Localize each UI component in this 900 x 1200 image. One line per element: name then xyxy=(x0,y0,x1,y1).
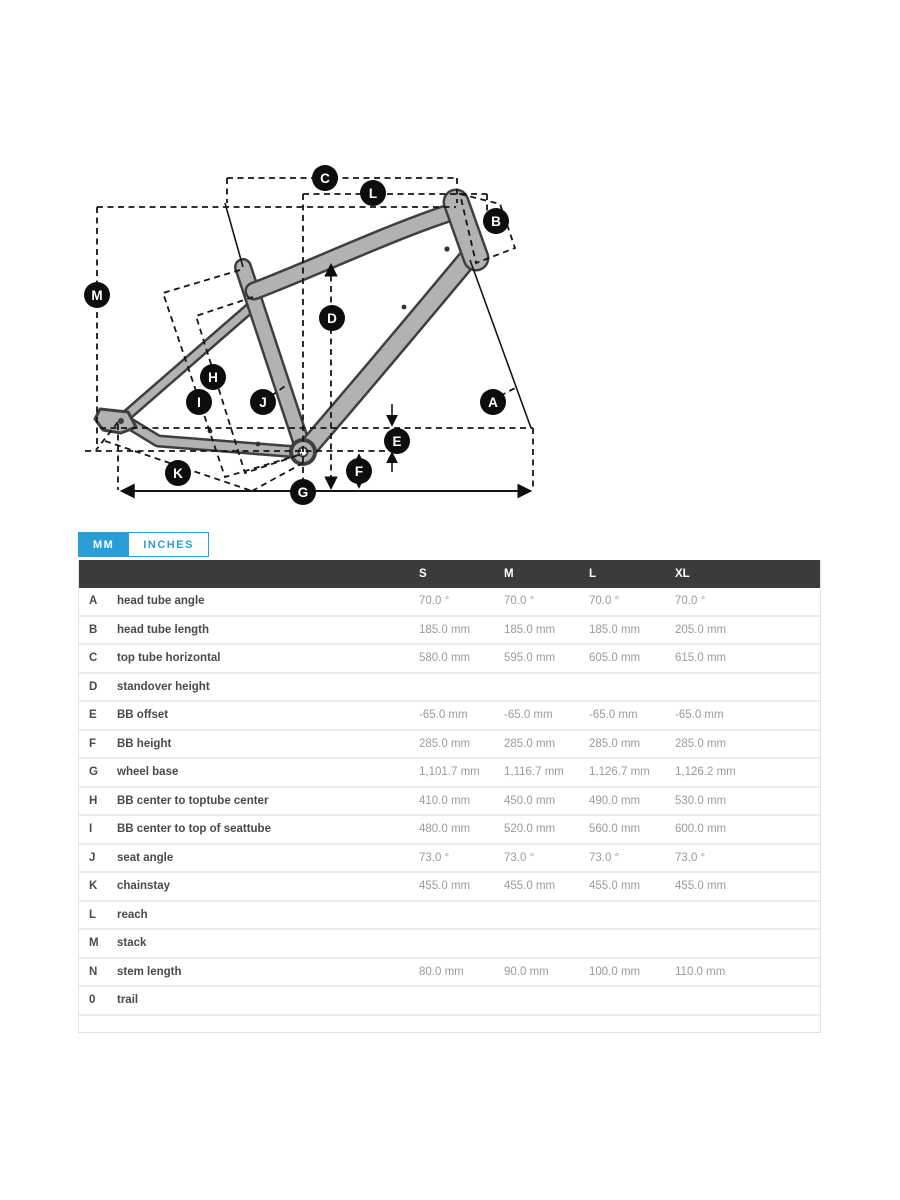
row-value: 450.0 mm xyxy=(496,787,581,816)
marker-h xyxy=(200,364,226,390)
geometry-table-container xyxy=(78,560,821,1033)
marker-d xyxy=(319,305,345,331)
svg-text:H: H xyxy=(208,370,218,385)
marker-a xyxy=(480,389,506,415)
geometry-row xyxy=(79,644,820,673)
row-value: -65.0 mm xyxy=(411,701,496,730)
header-letter-cell xyxy=(79,560,109,588)
row-label: wheel base xyxy=(109,758,411,787)
row-letter: F xyxy=(79,730,109,759)
row-value: 410.0 mm xyxy=(411,787,496,816)
row-label: BB center to toptube center xyxy=(109,787,411,816)
row-value: 70.0 ° xyxy=(581,588,667,616)
row-label: trail xyxy=(109,986,411,1015)
row-value xyxy=(411,986,496,1015)
row-value: 185.0 mm xyxy=(496,616,581,645)
marker-e xyxy=(384,428,410,454)
row-value xyxy=(667,901,820,930)
row-value: 455.0 mm xyxy=(581,872,667,901)
row-value xyxy=(581,901,667,930)
row-value xyxy=(496,673,581,702)
row-value: 110.0 mm xyxy=(667,958,820,987)
row-value: 605.0 mm xyxy=(581,644,667,673)
marker-l xyxy=(360,180,386,206)
row-value: 1,116.7 mm xyxy=(496,758,581,787)
geometry-row xyxy=(79,872,820,901)
geometry-row xyxy=(79,929,820,958)
row-value xyxy=(496,901,581,930)
marker-f xyxy=(346,458,372,484)
row-letter: I xyxy=(79,815,109,844)
geometry-row xyxy=(79,588,820,616)
svg-text:C: C xyxy=(320,171,330,186)
geometry-row xyxy=(79,673,820,702)
row-letter: N xyxy=(79,958,109,987)
svg-text:L: L xyxy=(368,186,378,201)
row-letter: J xyxy=(79,844,109,873)
row-value: 595.0 mm xyxy=(496,644,581,673)
geometry-row xyxy=(79,616,820,645)
row-label: standover height xyxy=(109,673,411,702)
svg-text:J: J xyxy=(259,395,267,410)
row-value: 615.0 mm xyxy=(667,644,820,673)
row-value xyxy=(496,929,581,958)
row-label: top tube horizontal xyxy=(109,644,411,673)
bike-geometry-diagram xyxy=(0,0,900,525)
row-label: reach xyxy=(109,901,411,930)
row-value xyxy=(581,986,667,1015)
row-label: BB center to top of seattube xyxy=(109,815,411,844)
geometry-row xyxy=(79,787,820,816)
row-label: seat angle xyxy=(109,844,411,873)
geometry-row xyxy=(79,701,820,730)
row-value: -65.0 mm xyxy=(581,701,667,730)
row-value xyxy=(411,929,496,958)
row-value: 455.0 mm xyxy=(496,872,581,901)
header-size-m: M xyxy=(496,560,581,588)
row-value: 73.0 ° xyxy=(581,844,667,873)
geometry-row xyxy=(79,730,820,759)
geometry-row xyxy=(79,844,820,873)
marker-j xyxy=(250,389,276,415)
geometry-row xyxy=(79,958,820,987)
row-letter: M xyxy=(79,929,109,958)
row-value: 455.0 mm xyxy=(667,872,820,901)
row-value: 285.0 mm xyxy=(667,730,820,759)
row-letter: D xyxy=(79,673,109,702)
row-value: 185.0 mm xyxy=(581,616,667,645)
row-value: -65.0 mm xyxy=(667,701,820,730)
row-value: 530.0 mm xyxy=(667,787,820,816)
geometry-row xyxy=(79,901,820,930)
row-value xyxy=(411,673,496,702)
header-size-s: S xyxy=(411,560,496,588)
row-value: 520.0 mm xyxy=(496,815,581,844)
row-letter: H xyxy=(79,787,109,816)
row-value: 1,126.2 mm xyxy=(667,758,820,787)
row-letter: A xyxy=(79,588,109,616)
svg-text:I: I xyxy=(197,395,201,410)
row-value: 480.0 mm xyxy=(411,815,496,844)
svg-text:B: B xyxy=(491,214,501,229)
row-label: stem length xyxy=(109,958,411,987)
row-value xyxy=(581,673,667,702)
row-value: 70.0 ° xyxy=(496,588,581,616)
svg-text:M: M xyxy=(91,288,103,303)
bike-frame xyxy=(95,202,476,466)
row-value xyxy=(581,929,667,958)
svg-text:G: G xyxy=(297,485,309,500)
row-letter: G xyxy=(79,758,109,787)
marker-b xyxy=(483,208,509,234)
row-label: head tube length xyxy=(109,616,411,645)
header-label-cell xyxy=(109,560,411,588)
row-letter: L xyxy=(79,901,109,930)
row-label: BB offset xyxy=(109,701,411,730)
row-value xyxy=(411,901,496,930)
row-value: 73.0 ° xyxy=(496,844,581,873)
row-value: 100.0 mm xyxy=(581,958,667,987)
row-letter: C xyxy=(79,644,109,673)
row-letter: K xyxy=(79,872,109,901)
row-value: 560.0 mm xyxy=(581,815,667,844)
row-value: 73.0 ° xyxy=(411,844,496,873)
svg-text:K: K xyxy=(173,466,183,481)
row-value: 185.0 mm xyxy=(411,616,496,645)
row-value: 1,101.7 mm xyxy=(411,758,496,787)
row-value: 1,126.7 mm xyxy=(581,758,667,787)
row-label: head tube angle xyxy=(109,588,411,616)
header-size-l: L xyxy=(581,560,667,588)
units-toggle xyxy=(78,532,821,557)
svg-text:D: D xyxy=(327,311,337,326)
geometry-row xyxy=(79,815,820,844)
inches-tab[interactable]: INCHES xyxy=(128,532,209,557)
row-value xyxy=(496,986,581,1015)
marker-i xyxy=(186,389,212,415)
marker-k xyxy=(165,460,191,486)
row-letter: E xyxy=(79,701,109,730)
row-value: 285.0 mm xyxy=(581,730,667,759)
row-value: 205.0 mm xyxy=(667,616,820,645)
row-value: 285.0 mm xyxy=(411,730,496,759)
row-value: 580.0 mm xyxy=(411,644,496,673)
row-value xyxy=(667,673,820,702)
header-size-xl: XL xyxy=(667,560,820,588)
svg-text:A: A xyxy=(488,395,498,410)
geometry-table xyxy=(79,560,820,1016)
row-label: stack xyxy=(109,929,411,958)
row-value xyxy=(667,986,820,1015)
row-value: 600.0 mm xyxy=(667,815,820,844)
row-value: 285.0 mm xyxy=(496,730,581,759)
marker-c xyxy=(312,165,338,191)
row-letter: B xyxy=(79,616,109,645)
row-label: BB height xyxy=(109,730,411,759)
mm-tab[interactable]: MM xyxy=(78,532,129,557)
geometry-row xyxy=(79,986,820,1015)
row-label: chainstay xyxy=(109,872,411,901)
row-letter: 0 xyxy=(79,986,109,1015)
geometry-section xyxy=(78,532,821,1033)
svg-text:F: F xyxy=(354,464,364,479)
row-value: 80.0 mm xyxy=(411,958,496,987)
row-value: 73.0 ° xyxy=(667,844,820,873)
rear-dropout xyxy=(95,409,136,433)
row-value xyxy=(667,929,820,958)
row-value: 70.0 ° xyxy=(411,588,496,616)
row-value: 455.0 mm xyxy=(411,872,496,901)
row-value: -65.0 mm xyxy=(496,701,581,730)
geometry-table-body xyxy=(79,588,820,1015)
marker-g xyxy=(290,479,316,505)
row-value: 490.0 mm xyxy=(581,787,667,816)
svg-text:E: E xyxy=(392,434,402,449)
row-value: 90.0 mm xyxy=(496,958,581,987)
geometry-row xyxy=(79,758,820,787)
table-header-row xyxy=(79,560,820,588)
row-value: 70.0 ° xyxy=(667,588,820,616)
marker-m xyxy=(84,282,110,308)
